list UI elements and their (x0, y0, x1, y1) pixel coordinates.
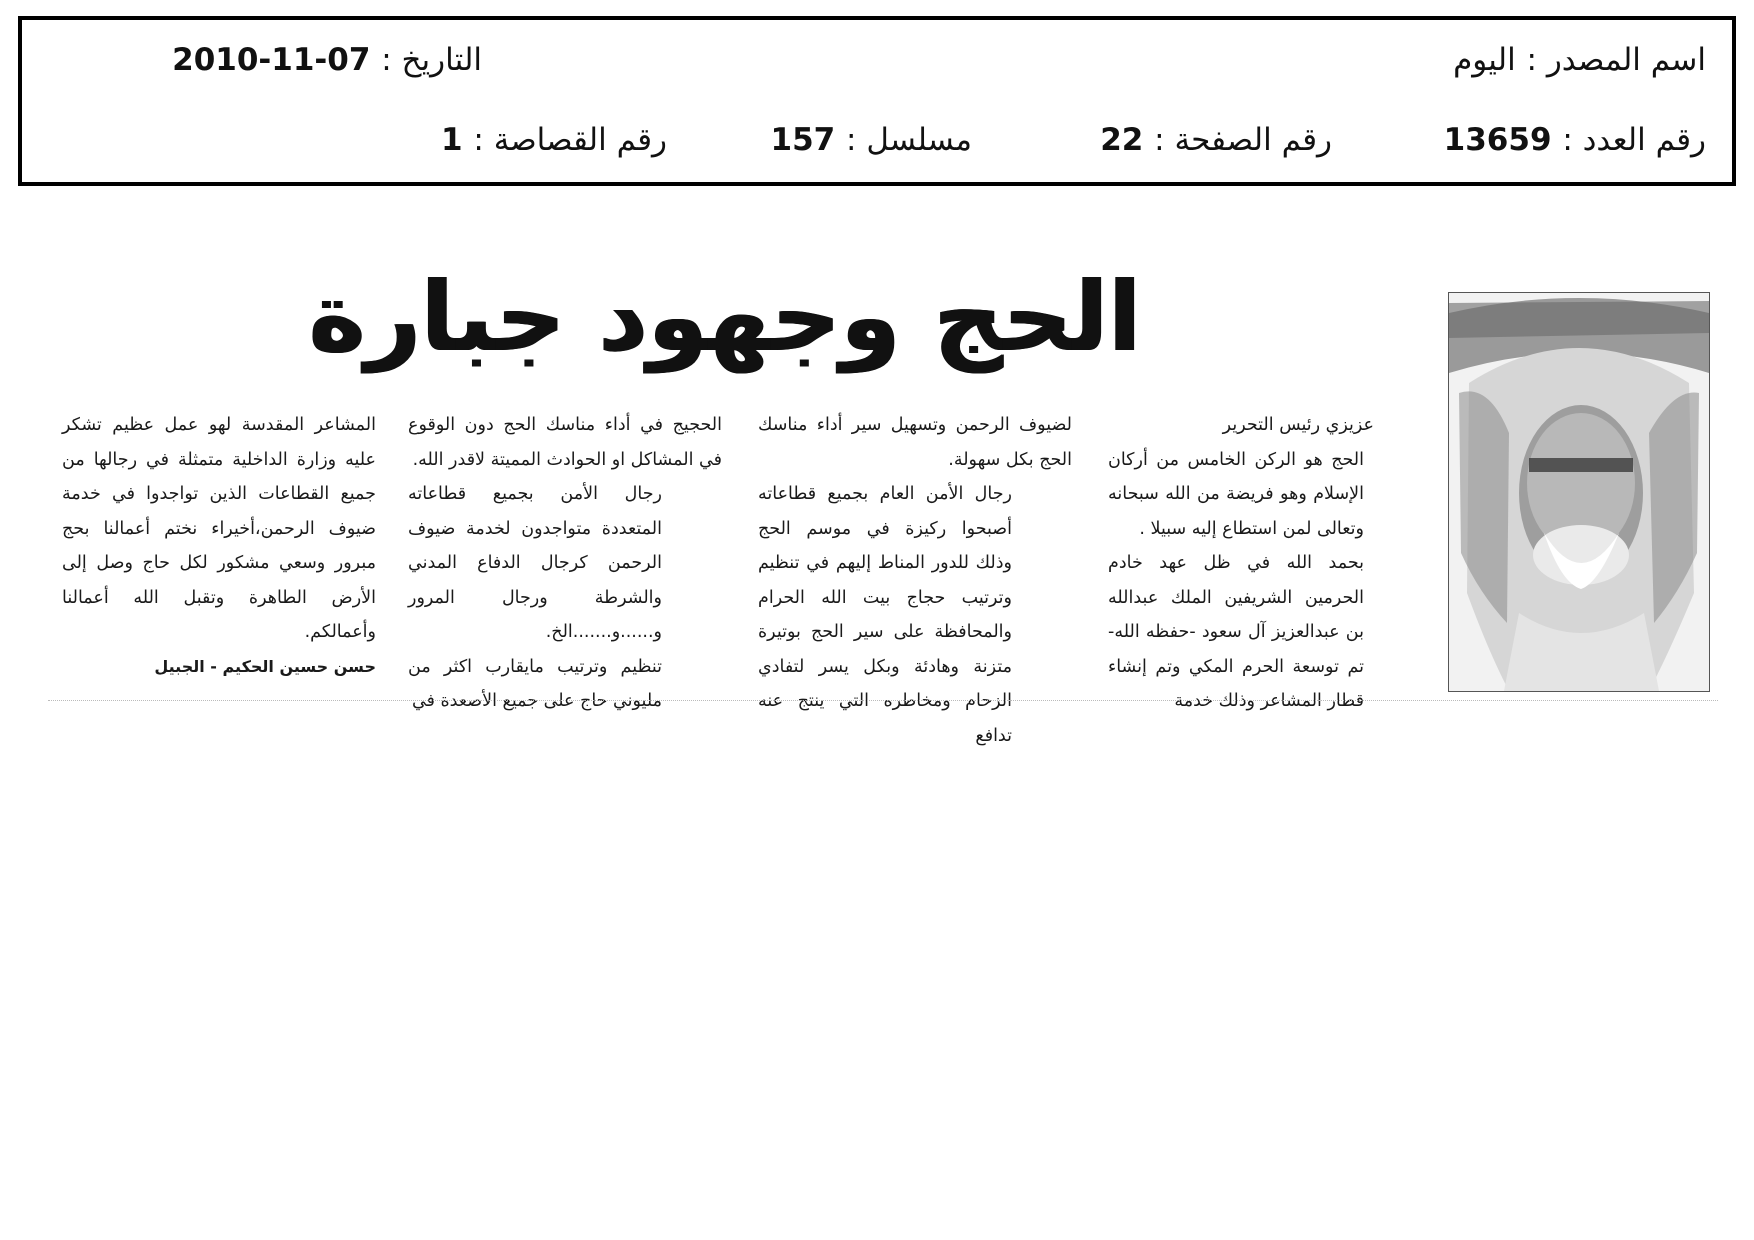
page-field (1100, 120, 1332, 160)
source-label: اسم المصدر : (1526, 42, 1706, 78)
author-photo-image (1449, 293, 1709, 691)
issue-label: رقم العدد : (1562, 122, 1706, 158)
page-label: رقم الصفحة : (1154, 122, 1332, 158)
serial-value: 157 (770, 122, 836, 158)
column-2-paragraph-2: رجال الأمن العام بجميع قطاعاته أصبحوا ركيزة في موسم الحج وذلك للدور المناط إليهم في تنظيم وترتيب حجاج بيت الله الحرام والمحافظة على سير الحج بوتيرة متزنة وهادئة وبكل يسر لتفادي الزحام ومخاطره التي ينتج عنه تدافع (758, 484, 1012, 746)
column-4-paragraph-1: المشاعر المقدسة لهو عمل عظيم تشكر عليه وزارة الداخلية متمثلة في رجالها من جميع القطاعات الذين تواجدوا في خدمة ضيوف الرحمن،أخيراء نختم أعمالنا بحج مبرور وسعي مشكور لكل حاج وصل إلى الأرض الطاهرة وتقبل الله أعمالنا وأعمالكم. (62, 415, 376, 642)
date-value: 2010-11-07 (172, 42, 371, 78)
source-field (1453, 40, 1706, 80)
article-column-2 (758, 408, 1072, 746)
serial-label: مسلسل : (846, 122, 972, 158)
column-3-paragraph-1: الحجيج في أداء مناسك الحج دون الوقوع في المشاكل او الحوادث المميتة لاقدر الله. (408, 415, 722, 470)
serial-field (771, 120, 972, 160)
date-label: التاريخ : (381, 42, 482, 78)
column-3-paragraph-2: رجال الأمن بجميع قطاعاته المتعددة متواجدون لخدمة ضيوف الرحمن كرجال الدفاع المدني والشرطة ورجال المرور و......و.......الخ. (408, 484, 662, 642)
clip-field (441, 120, 667, 160)
issue-value: 13659 (1443, 122, 1552, 158)
header-box (18, 16, 1736, 186)
author-photo (1448, 292, 1710, 692)
column-1-paragraph-2: بحمد الله في ظل عهد خادم الحرمين الشريفين الملك عبدالله بن عبدالعزيز آل سعود -حفظه الله- تم توسعة الحرم المكي وتم إنشاء قطار المشاعر وذلك خدمة (1108, 553, 1364, 711)
column-2-paragraph-1: لضيوف الرحمن وتسهيل سير أداء مناسك الحج بكل سهولة. (758, 415, 1072, 470)
column-3-paragraph-3: تنظيم وترتيب مايقارب اكثر من مليوني حاج على جميع الأصعدة في (408, 656, 662, 711)
clipping-edge-line (48, 700, 1718, 701)
article-column-1 (1108, 408, 1424, 711)
article-headline: الحج وجهود جبارة (308, 261, 1142, 373)
column-1-paragraph-1: الحج هو الركن الخامس من أركان الإسلام وهو فريضة من الله سبحانه وتعالى لمن استطاع إليه سبيلا . (1108, 449, 1364, 539)
issue-field (1444, 120, 1706, 160)
article-column-3 (408, 408, 722, 711)
clip-label: رقم القصاصة : (473, 122, 667, 158)
clip-value: 1 (441, 122, 463, 158)
date-field (172, 40, 482, 80)
source-value: اليوم (1453, 42, 1516, 78)
article-column-4 (62, 408, 376, 708)
salutation: عزيزي رئيس التحرير (1222, 415, 1374, 435)
page-value: 22 (1100, 122, 1144, 158)
author-signature: حسن حسين الحكيم - الجبيل (154, 656, 376, 676)
